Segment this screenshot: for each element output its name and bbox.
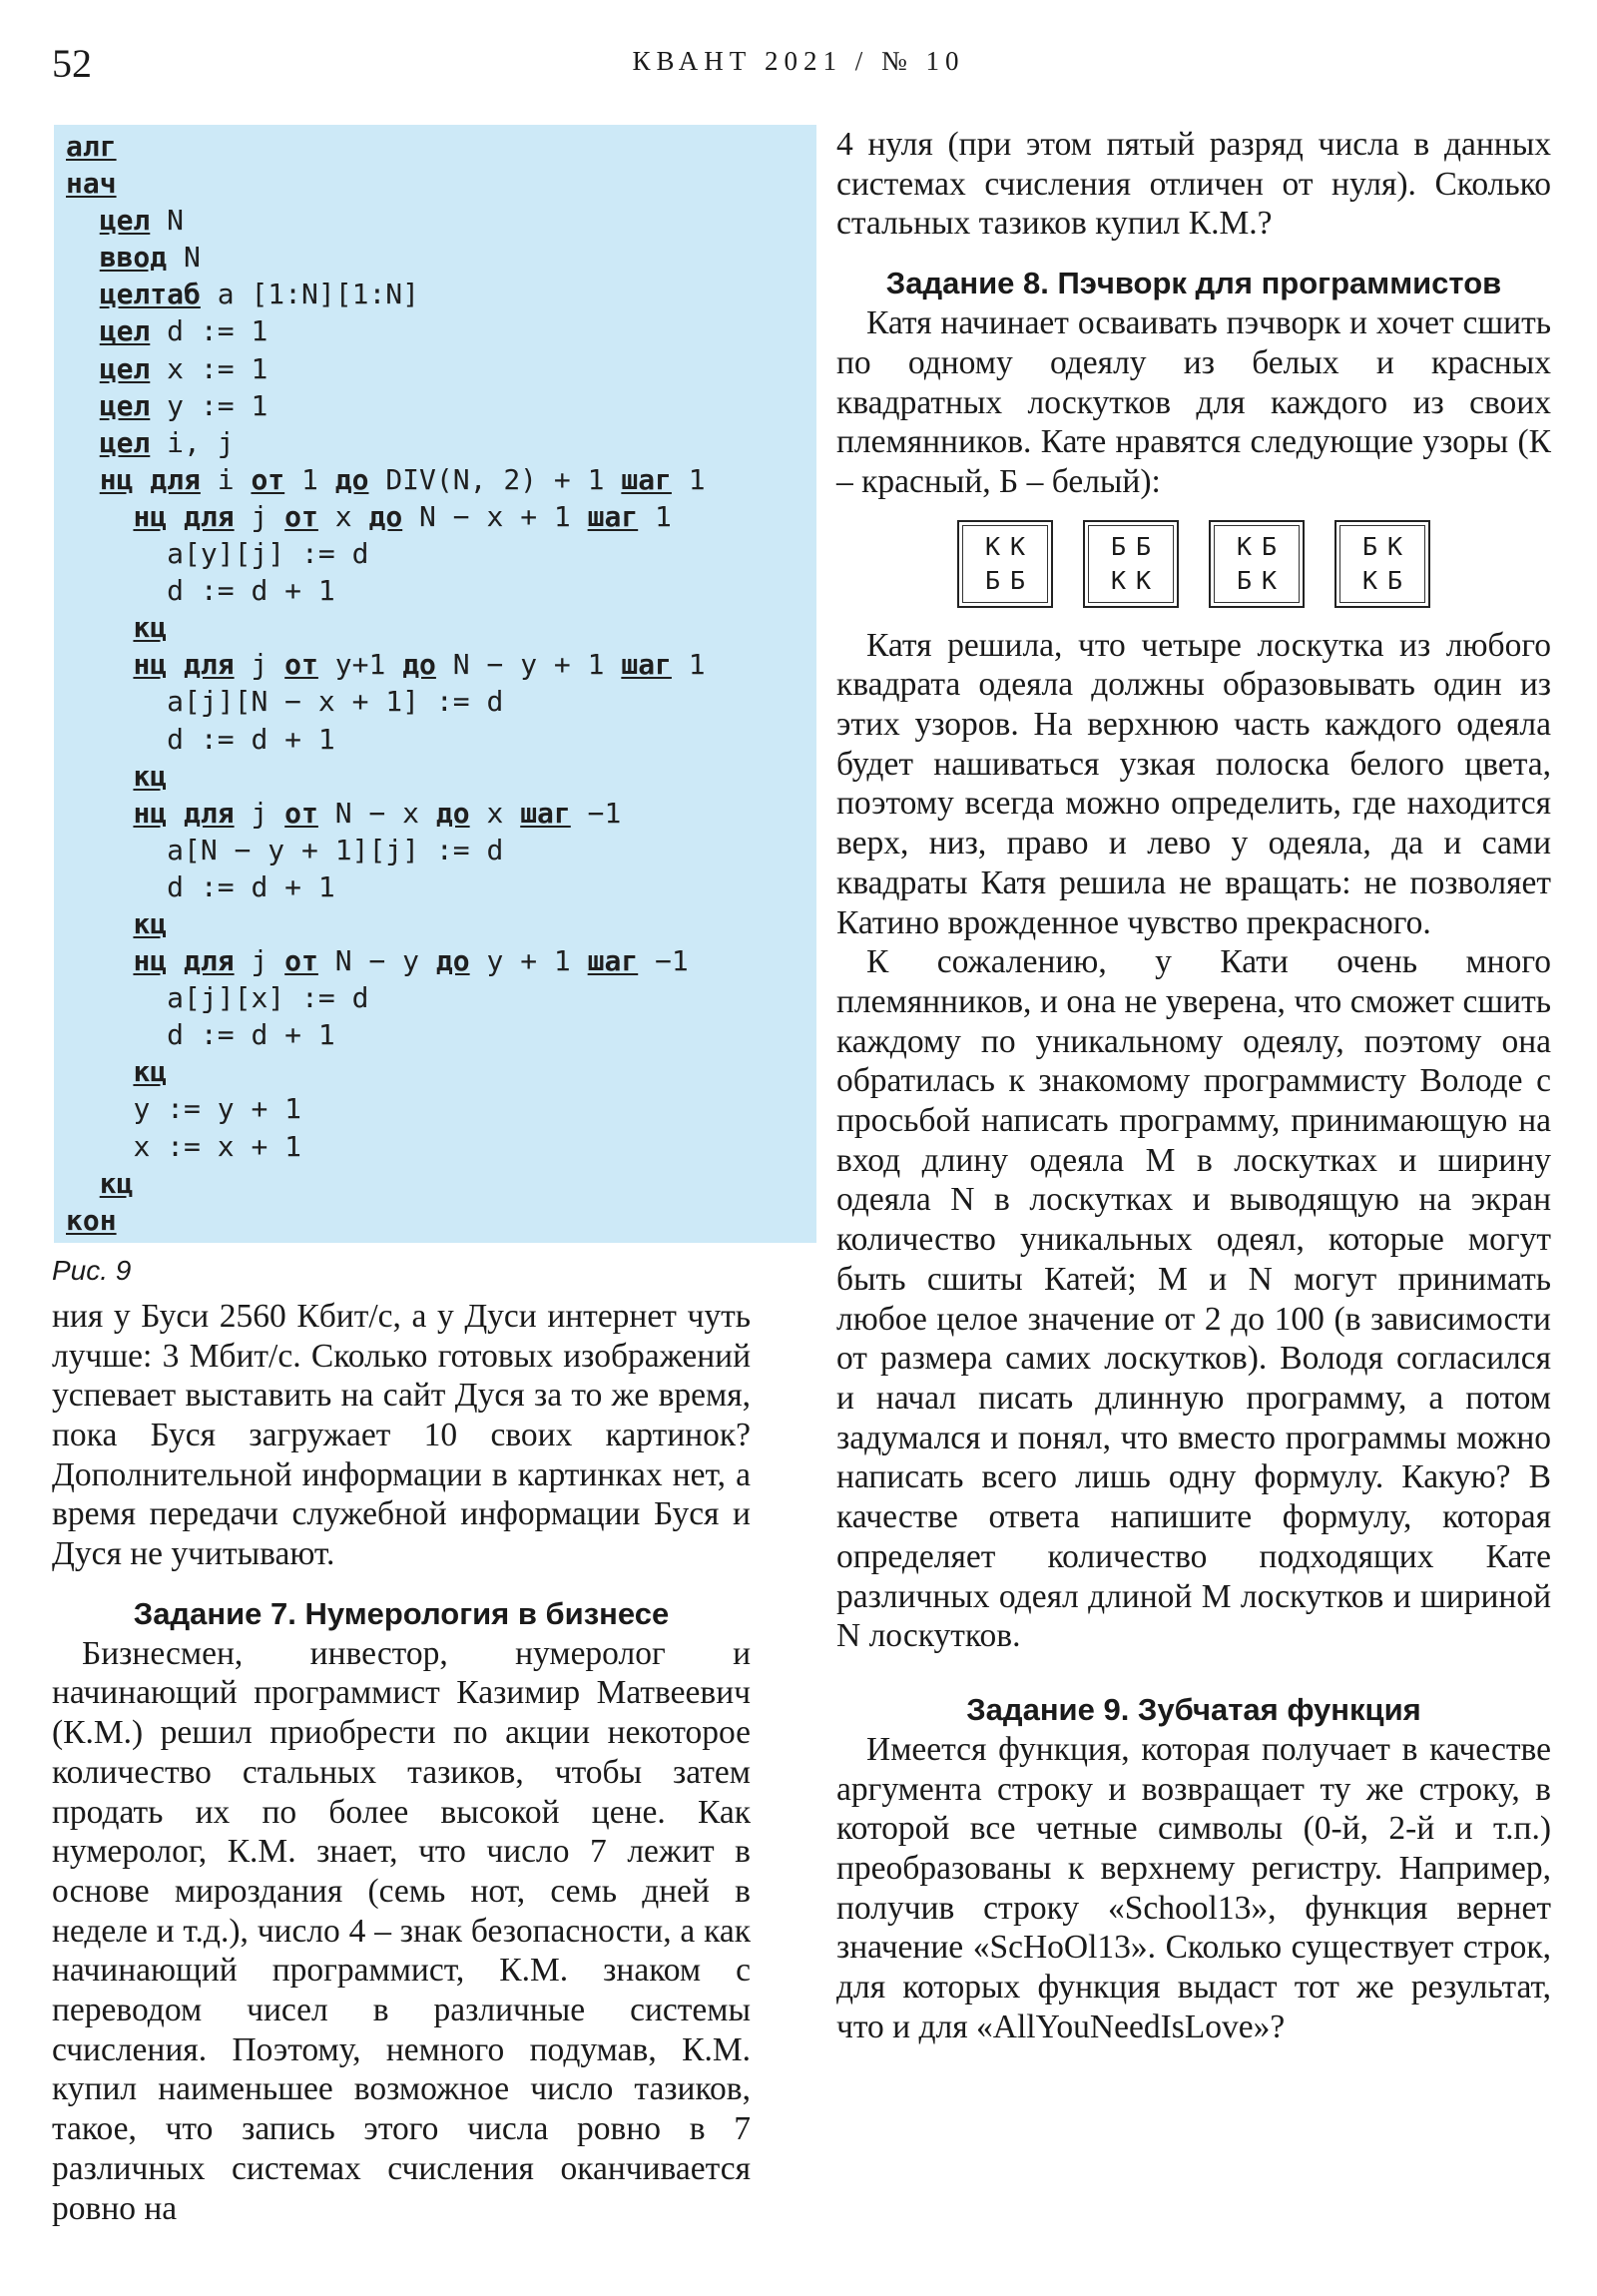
code-keyword: для bbox=[184, 648, 235, 682]
code-line bbox=[66, 572, 816, 609]
code-text: a[y][j] := d bbox=[167, 537, 369, 571]
code-text: x := x + 1 bbox=[133, 1129, 302, 1163]
code-keyword: цел bbox=[99, 204, 151, 238]
pattern-1-row2: ББ bbox=[984, 565, 1036, 595]
code-keyword: шаг bbox=[621, 462, 672, 496]
pattern-3 bbox=[1209, 520, 1305, 608]
task9-title: Задание 9. Зубчатая функция bbox=[966, 1691, 1421, 1727]
code-text: 1 bbox=[671, 648, 706, 682]
code-line bbox=[66, 868, 816, 905]
code-line bbox=[66, 609, 816, 646]
code-text: −1 bbox=[638, 944, 689, 978]
code-text: y+1 bbox=[317, 648, 403, 682]
code-text: a[N − y + 1][j] := d bbox=[167, 833, 504, 866]
code-line bbox=[66, 461, 816, 498]
task7-title: Задание 7. Нумерология в бизнесе bbox=[133, 1595, 670, 1631]
pattern-1-row1: КК bbox=[984, 531, 1036, 561]
code-line bbox=[66, 535, 816, 572]
code-keyword: нц bbox=[133, 944, 168, 978]
code-text: a [1:N][1:N] bbox=[200, 278, 420, 311]
running-head: КВАНТ 2021 / № 10 bbox=[632, 46, 965, 76]
code-line bbox=[66, 758, 816, 795]
code-line bbox=[66, 350, 816, 387]
code-text: −1 bbox=[570, 796, 622, 830]
code-text: j bbox=[234, 796, 285, 830]
pattern-4-row2: КБ bbox=[1361, 565, 1413, 595]
code-keyword: нц bbox=[133, 499, 168, 533]
task7-text-end: 4 нуля (при этом пятый разряд числа в данных системах счисления отличен от нуля). Сколько стальных тазиков купил К.М.? bbox=[836, 126, 1551, 243]
code-text: N bbox=[150, 204, 185, 238]
code-keyword: кон bbox=[66, 1203, 117, 1237]
code-line bbox=[66, 387, 816, 424]
code-text: x bbox=[469, 796, 521, 830]
code-line bbox=[66, 1090, 816, 1127]
code-keyword: шаг bbox=[520, 796, 571, 830]
code-keyword: целтаб bbox=[99, 278, 201, 311]
code-line bbox=[66, 683, 816, 720]
code-keyword: нц bbox=[133, 648, 168, 682]
code-text: i bbox=[200, 462, 252, 496]
code-text bbox=[167, 648, 184, 681]
code-keyword: до bbox=[402, 648, 436, 682]
code-keyword: ввод bbox=[99, 241, 168, 275]
code-keyword: шаг bbox=[587, 499, 639, 533]
code-text: d := d + 1 bbox=[167, 869, 335, 903]
code-text: j bbox=[234, 944, 285, 978]
code-text: N − x bbox=[317, 796, 436, 830]
code-text: d := d + 1 bbox=[167, 1018, 335, 1052]
left-column bbox=[52, 125, 751, 2228]
code-line bbox=[66, 1202, 816, 1239]
code-keyword: от bbox=[284, 944, 318, 978]
code-line bbox=[66, 646, 816, 683]
code-keyword: для bbox=[150, 462, 201, 496]
pattern-2-row2: КК bbox=[1110, 565, 1162, 595]
code-text: d := d + 1 bbox=[167, 722, 335, 756]
code-text: d := 1 bbox=[150, 314, 268, 348]
code-line bbox=[66, 1128, 816, 1165]
code-keyword: цел bbox=[99, 425, 151, 459]
code-keyword: кц bbox=[99, 1166, 134, 1200]
code-line bbox=[66, 498, 816, 535]
code-text: N − x + 1 bbox=[402, 499, 588, 533]
right-column bbox=[836, 125, 1551, 2047]
task8-paragraph-3: К сожалению, у Кати очень много племянников, и она не уверена, что сможет сшить каждому по уникальному одеялу, поэтому она обратилась к знакомому программисту Володе с просьбой написать программу, принимающую на вход длину одеяла M в лоскутках и ширину одеяла N в лоскутках и выводящую на экран количество уникальных одеял, которые могут быть сшиты Катей; M и N могут принимать любое целое значение от 2 до 100 (в зависимости от размера самих лоскутков). Володя согласился и начал писать длинную программу, а потом задумался и понял, что вместо программы можно написать всего лишь одну формулу. Какую? В качестве ответа напишите формулу, которая определяет количество подходящих Кате различных одеял длиной M лоскутков и шириной N лоскутков. bbox=[836, 943, 1551, 1655]
code-keyword: до bbox=[368, 499, 403, 533]
code-line bbox=[66, 942, 816, 979]
code-line bbox=[66, 165, 816, 202]
code-listing bbox=[54, 125, 816, 1243]
pattern-4-row1: БК bbox=[1361, 531, 1413, 561]
code-text: j bbox=[234, 499, 285, 533]
code-text: N − y bbox=[317, 944, 436, 978]
code-line bbox=[66, 1016, 816, 1053]
code-text bbox=[133, 463, 150, 496]
task9-text: Имеется функция, которая получает в качестве аргумента строку и возвращает ту же строку, в которой все четные символы (0-й, 2-й и т.п.) преобразованы к верхнему регистру. Например, получив строку «School13», функция вернет значение «ScHoOl13». Сколько существует строк, для которых функция выдаст тот же результат, что и для «AllYouNeedIsLove»? bbox=[836, 1730, 1551, 2045]
pattern-3-row1: КБ bbox=[1236, 531, 1288, 561]
code-line bbox=[66, 721, 816, 758]
code-text: y + 1 bbox=[469, 944, 588, 978]
code-line bbox=[66, 202, 816, 239]
figure-caption: Рис. 9 bbox=[52, 1254, 132, 1286]
code-keyword: кц bbox=[133, 611, 168, 645]
code-keyword: цел bbox=[99, 388, 151, 422]
code-keyword: нц bbox=[99, 462, 134, 496]
code-text bbox=[167, 797, 184, 830]
pattern-set bbox=[836, 520, 1551, 608]
task7-text: Бизнесмен, инвестор, нумеролог и начинающий программист Казимир Матвеевич (К.М.) решил приобрести по акции некоторое количество стальных тазиков, чтобы затем продать их по более высокой цене. Как нумеролог, К.М. знает, что число 7 лежит в основе мироздания (семь нот, семь дней в неделе и т.д.), число 4 – знак безопасности, а как начинающий программист, К.М. знаком с переводом чисел в различные системы счисления. Поэтому, немного подумав, К.М. купил наименьшее возможное число тазиков, такое, что запись этого числа ровно в 7 различных системах счисления оканчивается ровно на bbox=[52, 1634, 751, 2227]
code-text: DIV(N, 2) + 1 bbox=[368, 462, 622, 496]
code-keyword: до bbox=[334, 462, 369, 496]
code-keyword: цел bbox=[99, 351, 151, 385]
pattern-4 bbox=[1334, 520, 1430, 608]
code-text: a[j][N − x + 1] := d bbox=[167, 685, 504, 719]
code-text: x := 1 bbox=[150, 351, 268, 385]
code-keyword: от bbox=[251, 462, 285, 496]
code-text: N bbox=[167, 241, 201, 275]
code-text: a[j][x] := d bbox=[167, 981, 369, 1015]
code-line bbox=[66, 424, 816, 461]
code-line bbox=[66, 832, 816, 868]
code-keyword: для bbox=[184, 499, 235, 533]
code-keyword: от bbox=[284, 648, 318, 682]
code-keyword: кц bbox=[133, 1055, 168, 1089]
pattern-3-row2: БК bbox=[1236, 565, 1288, 595]
code-text bbox=[167, 500, 184, 533]
code-line bbox=[66, 1053, 816, 1090]
task8-intro: Катя начинает осваивать пэчворк и хочет сшить по одному одеялу из белых и красных квадратных лоскутков для каждого из своих племянников. Кате нравятся следующие узоры (К – красный, Б – белый): bbox=[836, 304, 1551, 500]
code-text bbox=[167, 944, 184, 977]
code-text: i, j bbox=[150, 425, 235, 459]
code-keyword: до bbox=[435, 796, 470, 830]
code-line bbox=[66, 1165, 816, 1202]
page-number: 52 bbox=[52, 41, 92, 86]
pattern-2 bbox=[1083, 520, 1179, 608]
pattern-2-row1: ББ bbox=[1110, 531, 1162, 561]
code-keyword: кц bbox=[133, 759, 168, 793]
code-keyword: от bbox=[284, 499, 318, 533]
code-keyword: кц bbox=[133, 906, 168, 940]
code-text: y := y + 1 bbox=[133, 1092, 302, 1126]
code-keyword: шаг bbox=[587, 944, 639, 978]
code-keyword: нц bbox=[133, 796, 168, 830]
code-line bbox=[66, 276, 816, 312]
code-text: N − y + 1 bbox=[435, 648, 622, 682]
code-line bbox=[66, 795, 816, 832]
task8-paragraph-2: Катя решила, что четыре лоскутка из любого квадрата одеяла должны образовывать один из этих узоров. На верхнюю часть каждого одеяла будет нашиваться узкая полоска белого цвета, поэтому всегда можно определить, где находится верх, низ, право и лево у одеяла, да и сами квадраты Катя решила не вращать: не позволяет Катино врожденное чувство прекрасного. bbox=[836, 626, 1551, 941]
code-text: y := 1 bbox=[150, 388, 268, 422]
code-keyword: шаг bbox=[621, 648, 672, 682]
code-text: 1 bbox=[671, 462, 706, 496]
code-keyword: для bbox=[184, 796, 235, 830]
code-keyword: для bbox=[184, 944, 235, 978]
task6-continuation: ния у Буси 2560 Кбит/с, а у Дуси интернет чуть лучше: 3 Мбит/с. Сколько готовых изображений успевает выставить на сайт Дуся за то же время, пока Буся загружает 10 своих картинок? Дополнительной информации в картинках нет, а время передачи служебной информации Буся и Дуся не учитывают. bbox=[52, 1297, 751, 1573]
pattern-1 bbox=[957, 520, 1053, 608]
code-keyword: до bbox=[435, 944, 470, 978]
code-line bbox=[66, 905, 816, 942]
code-keyword: цел bbox=[99, 314, 151, 348]
code-text: 1 bbox=[284, 462, 335, 496]
code-text: 1 bbox=[638, 499, 672, 533]
code-text: j bbox=[234, 648, 285, 682]
code-line bbox=[66, 979, 816, 1016]
code-keyword: от bbox=[284, 796, 318, 830]
code-text: d := d + 1 bbox=[167, 574, 335, 608]
task8-title: Задание 8. Пэчворк для программистов bbox=[885, 266, 1502, 301]
code-line bbox=[66, 128, 816, 165]
code-keyword: алг bbox=[66, 130, 117, 163]
code-text: x bbox=[317, 499, 369, 533]
code-line bbox=[66, 312, 816, 349]
code-line bbox=[66, 239, 816, 276]
code-keyword: нач bbox=[66, 167, 117, 201]
